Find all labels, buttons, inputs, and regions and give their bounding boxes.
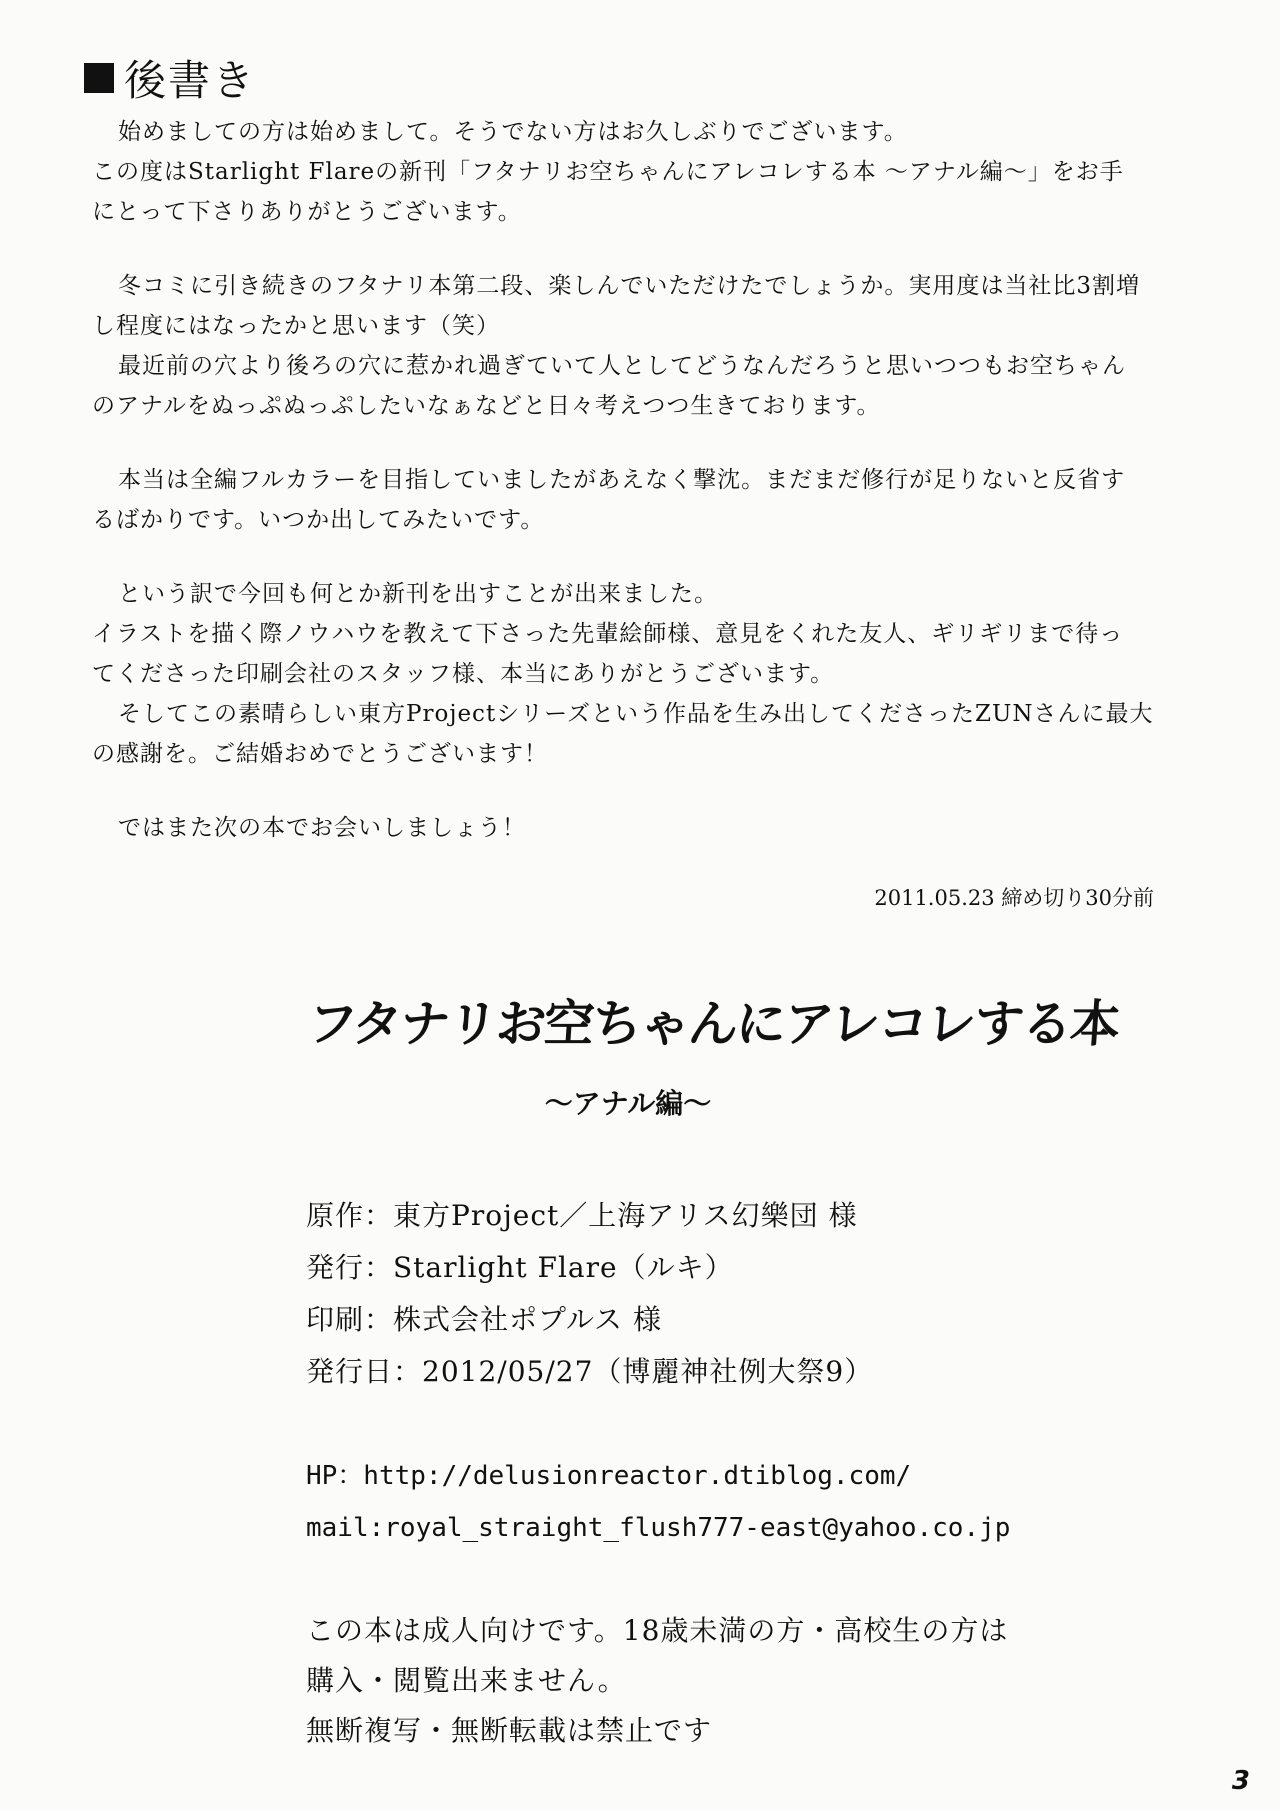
afterword-body	[92, 112, 1202, 882]
colophon-publish-date: 発行日：2012/05/27（博麗神社例大祭9）	[306, 1355, 874, 1388]
text-line: にとって下さりありがとうございます。	[92, 199, 522, 225]
notice-line: 無断複写・無断転載は禁止です	[306, 1714, 713, 1747]
notice-line: 購入・閲覧出来ません。	[306, 1664, 627, 1697]
text-line: 始めましての方は始めまして。そうでない方はお久しぶりでございます。	[118, 119, 908, 145]
afterword-paragraph	[92, 266, 1202, 426]
text-line: るばかりです。いつか出してみたいです。	[92, 507, 545, 533]
afterword-paragraph	[92, 112, 1202, 232]
text-line: の感謝を。ご結婚おめでとうございます！	[92, 741, 548, 767]
afterword-paragraph	[92, 574, 1202, 774]
book-subtitle-logo: ～アナル編～	[544, 1087, 712, 1120]
notice-line: この本は成人向けです。18歳未満の方・高校生の方は	[306, 1614, 1009, 1647]
black-square-icon	[84, 63, 114, 93]
text-line: という訳で今回も何とか新刊を出すことが出来ました。	[118, 581, 718, 607]
mail-address: mail:royal_straight_flush777-east@yahoo.co.jp	[306, 1513, 1011, 1543]
colophon-publisher: 発行：Starlight Flare（ルキ）	[306, 1251, 734, 1284]
contact-info	[306, 1450, 1010, 1554]
text-line: この度はStarlight Flareの新刊「フタナリお空ちゃんにアレコレする本 ～アナル編～」をお手	[92, 159, 1124, 185]
text-line: イラストを描く際ノウハウを教えて下さった先輩絵師様、意見をくれた友人、ギリギリまで待っ	[92, 621, 1124, 647]
adult-notice	[306, 1606, 1008, 1756]
text-line: 本当は全編フルカラーを目指していましたがあえなく撃沈。まだまだ修行が足りないと反省す	[118, 467, 1126, 493]
afterword-paragraph	[92, 808, 1202, 848]
text-line: 冬コミに引き続きのフタナリ本第二段、楽しんでいただけたでしょうか。実用度は当社比3割増	[118, 273, 1141, 299]
text-line: ではまた次の本でお会いしましょう！	[118, 815, 526, 841]
page-number: 3	[1231, 1766, 1250, 1796]
colophon-original-work: 原作：東方Project／上海アリス幻樂団 様	[306, 1199, 858, 1232]
afterword-title: 後書き	[124, 56, 257, 105]
text-line: のアナルをぬっぷぬっぷしたいなぁなどと日々考えつつ生きております。	[92, 393, 881, 419]
colophon	[306, 1190, 873, 1398]
afterword-paragraph	[92, 460, 1202, 540]
text-line: 最近前の穴より後ろの穴に惹かれ過ぎていて人としてどうなんだろうと思いつつもお空ちゃん	[118, 353, 1126, 379]
text-line: そしてこの素晴らしい東方Projectシリーズという作品を生み出してくださったZUNさんに最大	[118, 701, 1154, 727]
book-title-logo: フタナリお空ちゃんにアレコレする本	[305, 995, 1121, 1053]
afterword-heading	[84, 48, 256, 108]
text-line: し程度にはなったかと思います（笑）	[92, 313, 500, 339]
text-line: てくださった印刷会社のスタッフ様、本当にありがとうございます。	[92, 661, 835, 687]
homepage-url: HP：http://delusionreactor.dtiblog.com/	[306, 1461, 912, 1491]
afterword-date: 2011.05.23 締め切り30分前	[874, 886, 1154, 910]
colophon-printer: 印刷：株式会社ポプルス 様	[306, 1303, 662, 1336]
